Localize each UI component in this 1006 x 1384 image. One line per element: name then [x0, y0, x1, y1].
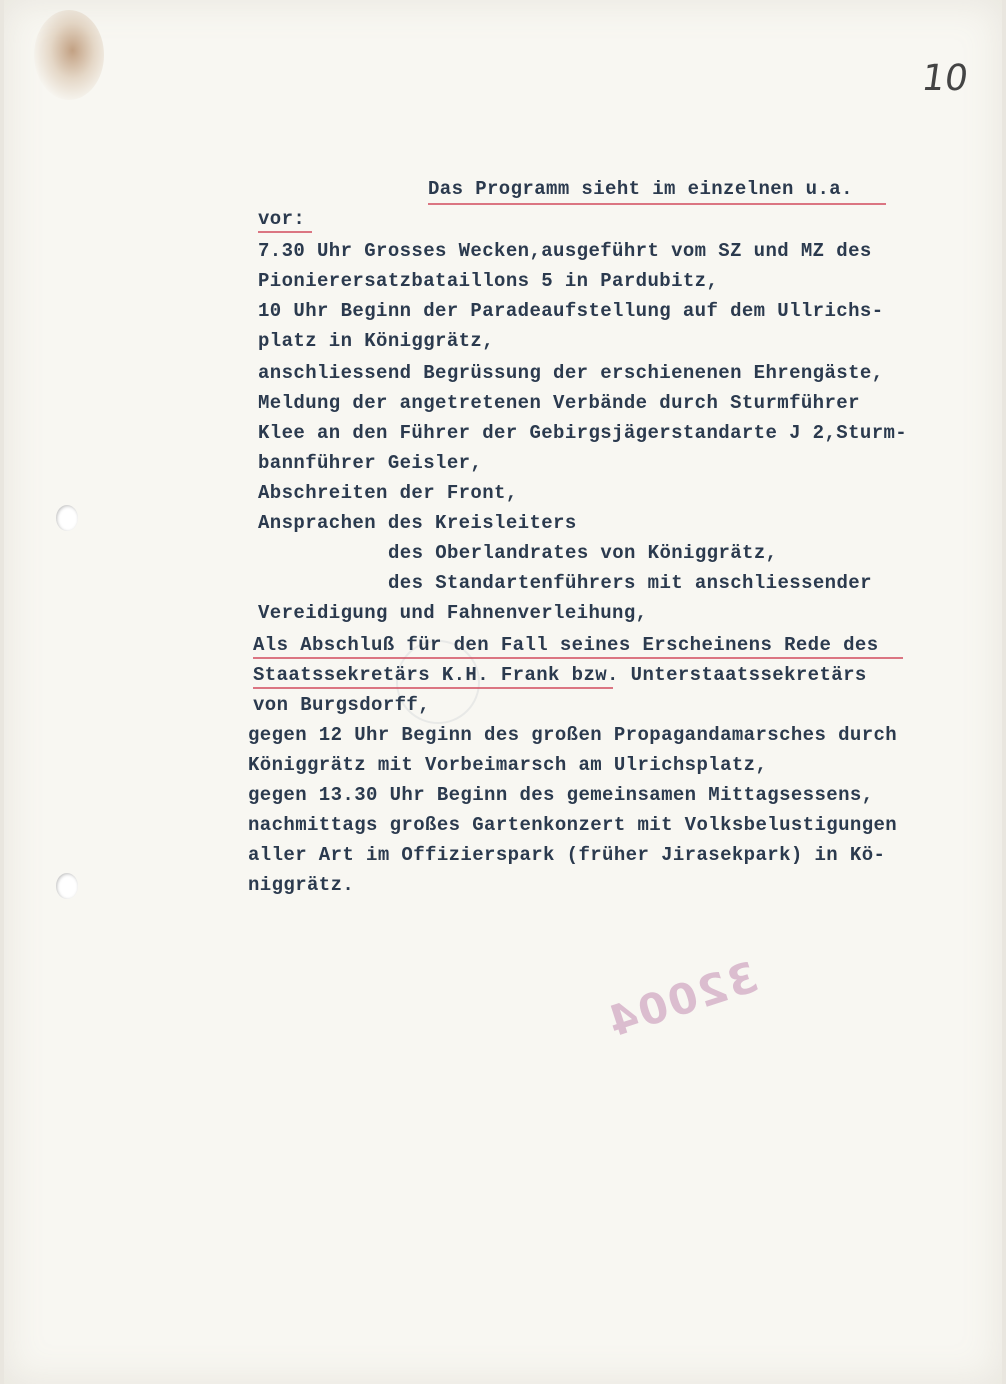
text-line: Vereidigung und Fahnenverleihung,: [258, 602, 648, 624]
text-line: von Burgsdorff,: [253, 694, 431, 716]
red-underline: [258, 231, 312, 233]
text-line: gegen 12 Uhr Beginn des großen Propagandamarsches durch: [248, 724, 898, 746]
punch-hole-upper: [56, 505, 78, 531]
text-line: Ansprachen des Kreisleiters: [258, 512, 577, 534]
text-line: platz in Königgrätz,: [258, 330, 495, 352]
text-line: Königgrätz mit Vorbeimarsch am Ulrichsplatz,: [248, 754, 768, 776]
text-line: Abschreiten der Front,: [258, 482, 518, 504]
text-line: nachmittags großes Gartenkonzert mit Volksbelustigungen: [248, 814, 898, 836]
text-line: Das Programm sieht im einzelnen u.a.: [428, 178, 853, 200]
text-line: Staatssekretärs K.H. Frank bzw. Unterstaatssekretärs: [253, 664, 867, 686]
text-line: Pionierersatzbataillons 5 in Pardubitz,: [258, 270, 719, 292]
text-line: niggrätz.: [248, 874, 355, 896]
text-line: Meldung der angetretenen Verbände durch Sturmführer: [258, 392, 860, 414]
red-underline: [253, 657, 903, 659]
punch-hole-lower: [56, 873, 78, 899]
text-line: Als Abschluß für den Fall seines Erscheinens Rede des: [253, 634, 879, 656]
text-line: 7.30 Uhr Grosses Wecken,ausgeführt vom SZ und MZ des: [258, 240, 872, 262]
text-line: Klee an den Führer der Gebirgsjägerstandarte J 2,Sturm-: [258, 422, 908, 444]
rust-stain: [34, 10, 104, 100]
text-line: des Standartenführers mit anschliessender: [388, 572, 872, 594]
page-number: 10: [919, 58, 971, 99]
text-line: 10 Uhr Beginn der Paradeaufstellung auf dem Ullrichs-: [258, 300, 884, 322]
text-line: vor:: [258, 208, 306, 230]
text-line: gegen 13.30 Uhr Beginn des gemeinsamen Mittagsessens,: [248, 784, 874, 806]
red-underline: [428, 203, 886, 205]
document-page: [4, 0, 1002, 1384]
text-line: des Oberlandrates von Königgrätz,: [388, 542, 778, 564]
text-line: bannführer Geisler,: [258, 452, 483, 474]
red-underline: [253, 687, 613, 689]
text-line: aller Art im Offizierspark (früher Jirasekpark) in Kö-: [248, 844, 886, 866]
ink-stamp: 32004: [600, 952, 764, 1047]
text-line: anschliessend Begrüssung der erschienenen Ehrengäste,: [258, 362, 884, 384]
